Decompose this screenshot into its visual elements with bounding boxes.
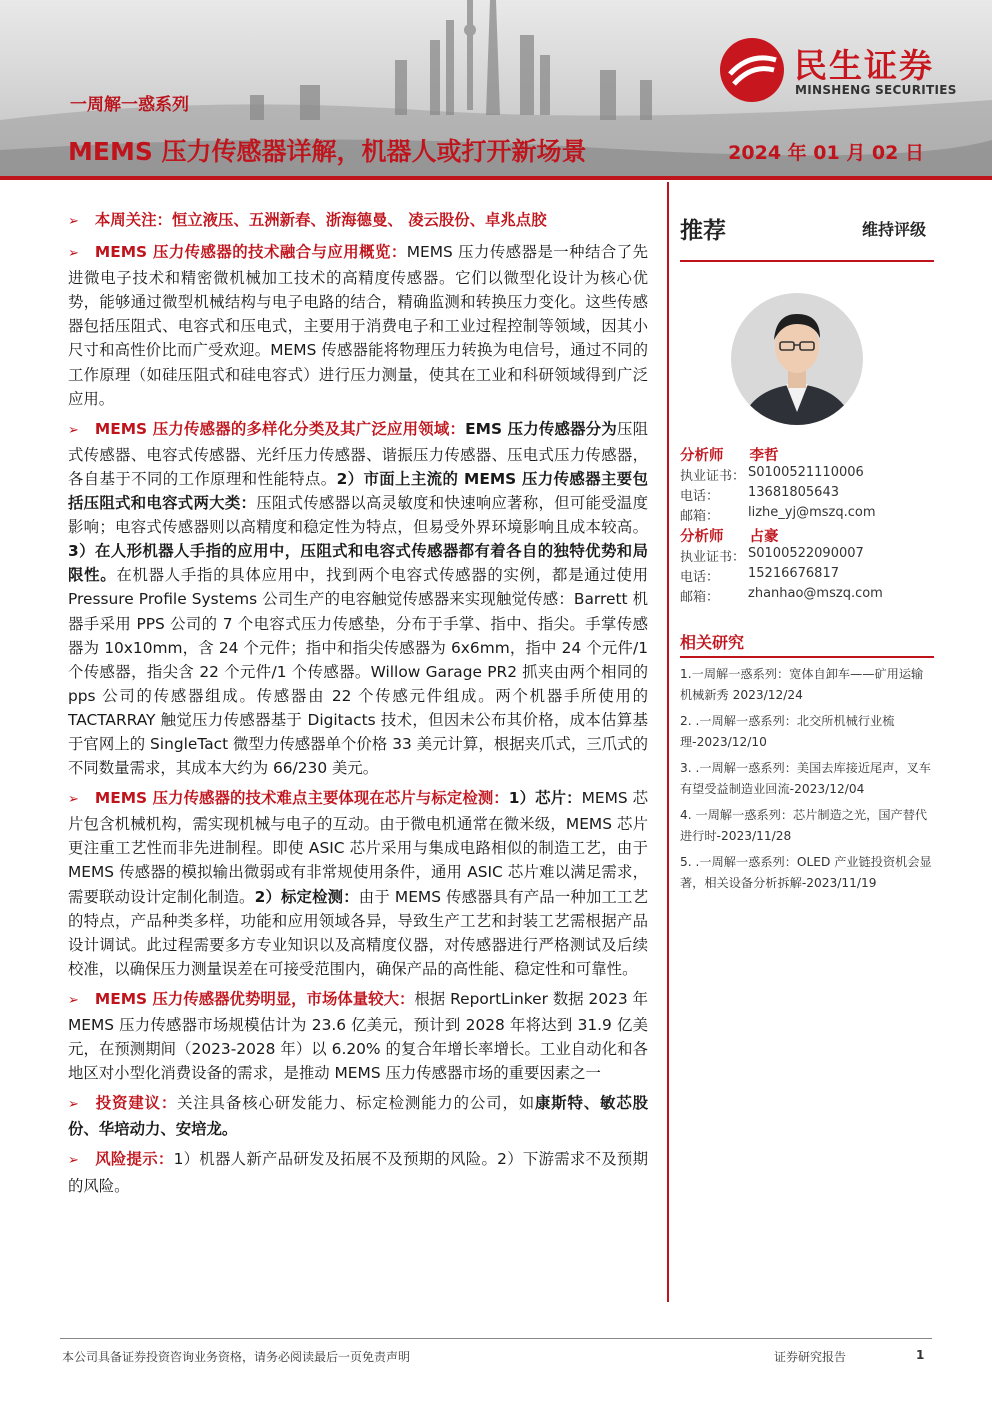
market-body: 根据 ReportLinker 数据 2023 年 MEMS 压力传感器市场规模估计为 23.6 亿美元，预计到 2028 年将达到 31.9 亿美元，在预测期间（2023-2028 年）以 6.20% 的复合年增长率增长。工业自动化和各地区对小型化消费设备的需求，是推动 MEMS 压力传感器市场的重要因素之一 <box>68 989 648 1083</box>
bullet-arrow-icon: ➢ <box>68 214 79 229</box>
analyst-1-header <box>680 444 934 465</box>
related-item[interactable]: 5. .一周解一惑系列：OLED 产业链投资机会显著，相关设备分析拆解-2023/11/19 <box>680 855 932 890</box>
rating-label: 推荐 <box>680 218 726 244</box>
investment-heading: 投资建议： <box>94 1094 178 1113</box>
classification-bold-2: 2）市面上主流的 MEMS 压力传感器主要包括压阻式和电容式两大类： <box>68 469 648 513</box>
analyst-2-cert <box>680 546 934 566</box>
risk-heading: 风险提示： <box>94 1150 174 1169</box>
classification-text-2: 压阻式传感器以高灵敏度和快速响应著称，但可能受温度影响；电容式传感器则以高精度和稳定性为特点，但易受外界环境影响且成本较高。 <box>68 494 648 537</box>
analyst-1-label: 分析师 <box>680 448 724 464</box>
overview-body: MEMS 压力传感器是一种结合了先进微电子技术和精密微机械加工技术的高精度传感器。它们以微型化设计为核心优势，能够通过微型机械结构与电子电路的结合，精确监测和转换压力变化。这些传感器包括压阻式、电容式和压电式，主要用于消费电子和工业过程控制等领域，因其小尺寸和高性价比而广受欢迎。MEMS 传感器能将物理压力转换为电信号，通过不同的工作原理（如硅压阻式和硅电容式）进行压力测量，使其在工业和科研领域得到广泛应用。 <box>68 243 648 408</box>
email-key: 邮箱： <box>680 590 720 605</box>
difficulties-heading: MEMS 压力传感器的技术难点主要体现在芯片与标定检测： <box>94 789 509 808</box>
difficulties-text-2: 由于 MEMS 传感器具有产品一种加工工艺的特点，产品种类多样，功能和应用领域各异，导致生产工艺和封装工艺需根据产品设计调试。此过程需要多方专业知识以及高精度仪器，对传感器进行严格测试及后续校准，以确保压力测量误差在可接受范围内，确保产品的高性能、稳定性和可靠性。 <box>68 887 648 978</box>
email-link[interactable]: zhanhao@mszq.com <box>748 586 883 601</box>
analyst-1-phone <box>680 485 934 505</box>
related-research <box>680 630 934 893</box>
classification-heading: MEMS 压力传感器的多样化分类及其广泛应用领域： <box>94 419 466 438</box>
paragraph-investment <box>68 1091 648 1141</box>
cert-key: 执业证书： <box>680 550 746 565</box>
difficulties-bold-1: 1）芯片： <box>508 789 582 808</box>
related-item[interactable]: 2. .一周解一惑系列：北交所机械行业梳理-2023/12/10 <box>680 714 895 749</box>
analyst-1-name: 李哲 <box>749 448 779 464</box>
minsheng-logo-icon <box>720 38 784 102</box>
company-logo <box>720 38 970 102</box>
paragraph-market <box>68 987 648 1085</box>
analyst-2-email <box>680 586 934 606</box>
difficulties-bold-2: 2）标定检测： <box>254 887 359 906</box>
related-research-title: 相关研究 <box>680 630 934 658</box>
related-item[interactable]: 4. 一周解一惑系列：芯片制造之光，国产替代进行时-2023/11/28 <box>680 808 928 843</box>
cert-key: 执业证书： <box>680 469 746 484</box>
paragraph-focus <box>68 208 648 234</box>
header-banner <box>0 0 992 180</box>
analyst-2-phone <box>680 566 934 586</box>
bullet-arrow-icon: ➢ <box>68 422 79 438</box>
footer-report-type: 证券研究报告 <box>774 1350 847 1364</box>
bullet-arrow-icon: ➢ <box>68 1153 79 1169</box>
difficulties-text-1: MEMS 芯片包含机械机构，需实现机械与电子的互动。由于微电机通常在微米级，MEMS 芯片更注重工艺性而非先进制程。即使 ASIC 芯片采用与集成电路相似的制造工艺，由于 MEMS 传感器的模拟输出微弱或有非常规使用条件，通用 ASIC 芯片难以满足需求，需要联动设计定制化制造。 <box>68 789 648 906</box>
paragraph-difficulties <box>68 786 648 981</box>
market-heading: MEMS 压力传感器优势明显，市场体量较大： <box>94 989 415 1008</box>
bullet-arrow-icon: ➢ <box>68 992 79 1008</box>
investment-companies: 康斯特、敏芯股份、华培动力、安培龙。 <box>68 1094 648 1139</box>
phone-value: 13681805643 <box>748 485 839 500</box>
bullet-arrow-icon: ➢ <box>68 246 79 262</box>
analyst-2-label: 分析师 <box>680 529 724 545</box>
cert-value: S0100521110006 <box>748 465 864 480</box>
email-link[interactable]: lizhe_yj@mszq.com <box>748 505 876 520</box>
bullet-arrow-icon: ➢ <box>68 792 79 808</box>
focus-heading: 本周关注：恒立液压、五洲新春、浙海德曼、 凌云股份、卓兆点胶 <box>94 211 547 229</box>
column-divider <box>667 182 669 1302</box>
bullet-arrow-icon: ➢ <box>68 1097 79 1113</box>
sidebar <box>680 200 934 890</box>
footer-disclaimer: 本公司具备证券投资咨询业务资格，请务必阅读最后一页免责声明 <box>62 1350 411 1364</box>
analyst-list <box>680 444 934 606</box>
report-title: MEMS 压力传感器详解，机器人或打开新场景 <box>68 137 587 166</box>
page-number: 1 <box>916 1348 925 1362</box>
overview-heading: MEMS 压力传感器的技术融合与应用概览： <box>94 243 407 262</box>
footer-divider <box>60 1338 932 1339</box>
risk-body: 1）机器人新产品研发及拓展不及预期的风险。2）下游需求不及预期的风险。 <box>68 1150 648 1195</box>
analyst-2-header <box>680 525 934 546</box>
logo-text-cn: 民生证券 <box>794 46 934 85</box>
cert-value: S0100522090007 <box>748 546 864 561</box>
paragraph-overview <box>68 240 648 411</box>
email-key: 邮箱： <box>680 509 720 524</box>
paragraph-risk <box>68 1147 648 1197</box>
rating-status: 维持评级 <box>861 220 926 239</box>
analyst-1-cert <box>680 465 934 485</box>
rating-block <box>680 200 934 262</box>
analyst-2-name: 占豪 <box>749 529 779 545</box>
classification-text-3: 在机器人手指的具体应用中，找到两个电容式传感器的实例，都是通过使用 Pressure Profile Systems 公司生产的电容触觉传感器来实现触觉传感：Barrett 机器手采用 PPS 公司的 7 个电容式压力传感垫，分布于手掌、指中、指尖。手掌传感器为 10x10mm，含 24 个元件；指中和指尖传感器为 6x6mm，指中 24 个元件/1 个传感器，指尖含 22 个元件/1 个传感器。Willow Garage PR2 抓夹由两个相同的 pps 公司的传感器组成。传感器由 22 个传感元件组成。两个机器手所使用的 TACTARRAY 触觉压力传感器基于 Digitacts 技术，但因未公布其价格，成本估算基于官网上的 SingleTact 微型力传感器单个价格 33 美元计算，根据夹爪式，三爪式的不同数量需求，其成本大约为 66/230 美元。 <box>68 566 648 778</box>
phone-key: 电话： <box>680 570 720 585</box>
investment-body: 关注具备核心研发能力、标定检测能力的公司，如 <box>177 1094 535 1113</box>
report-date: 2024 年 01 月 02 日 <box>728 142 924 164</box>
related-item[interactable]: 3. .一周解一惑系列：美国去库接近尾声，叉车有望受益制造业回流-2023/12/04 <box>680 761 931 796</box>
related-item[interactable]: 1.一周解一惑系列：宽体自卸车——矿用运输机械新秀 2023/12/24 <box>680 667 924 702</box>
classification-bold-3: 3）在人形机器人手指的应用中，压阻式和电容式传感器都有着各自的独特优势和局限性。 <box>68 542 648 585</box>
analyst-photo <box>730 292 864 426</box>
phone-value: 15216676817 <box>748 566 839 581</box>
analyst-1-email <box>680 505 934 525</box>
logo-text-en: MINSHENG SECURITIES <box>795 83 957 97</box>
phone-key: 电话： <box>680 489 720 504</box>
main-content <box>68 208 648 1204</box>
classification-text-1: 压阻式传感器、电容式传感器、光纤压力传感器、谐振压力传感器、压电式压力传感器，各自基于不同的工作原理和性能特点。 <box>68 419 648 488</box>
classification-bold-1: EMS 压力传感器分为 <box>465 419 617 438</box>
paragraph-classification <box>68 417 648 780</box>
report-series: 一周解一惑系列 <box>70 95 189 115</box>
